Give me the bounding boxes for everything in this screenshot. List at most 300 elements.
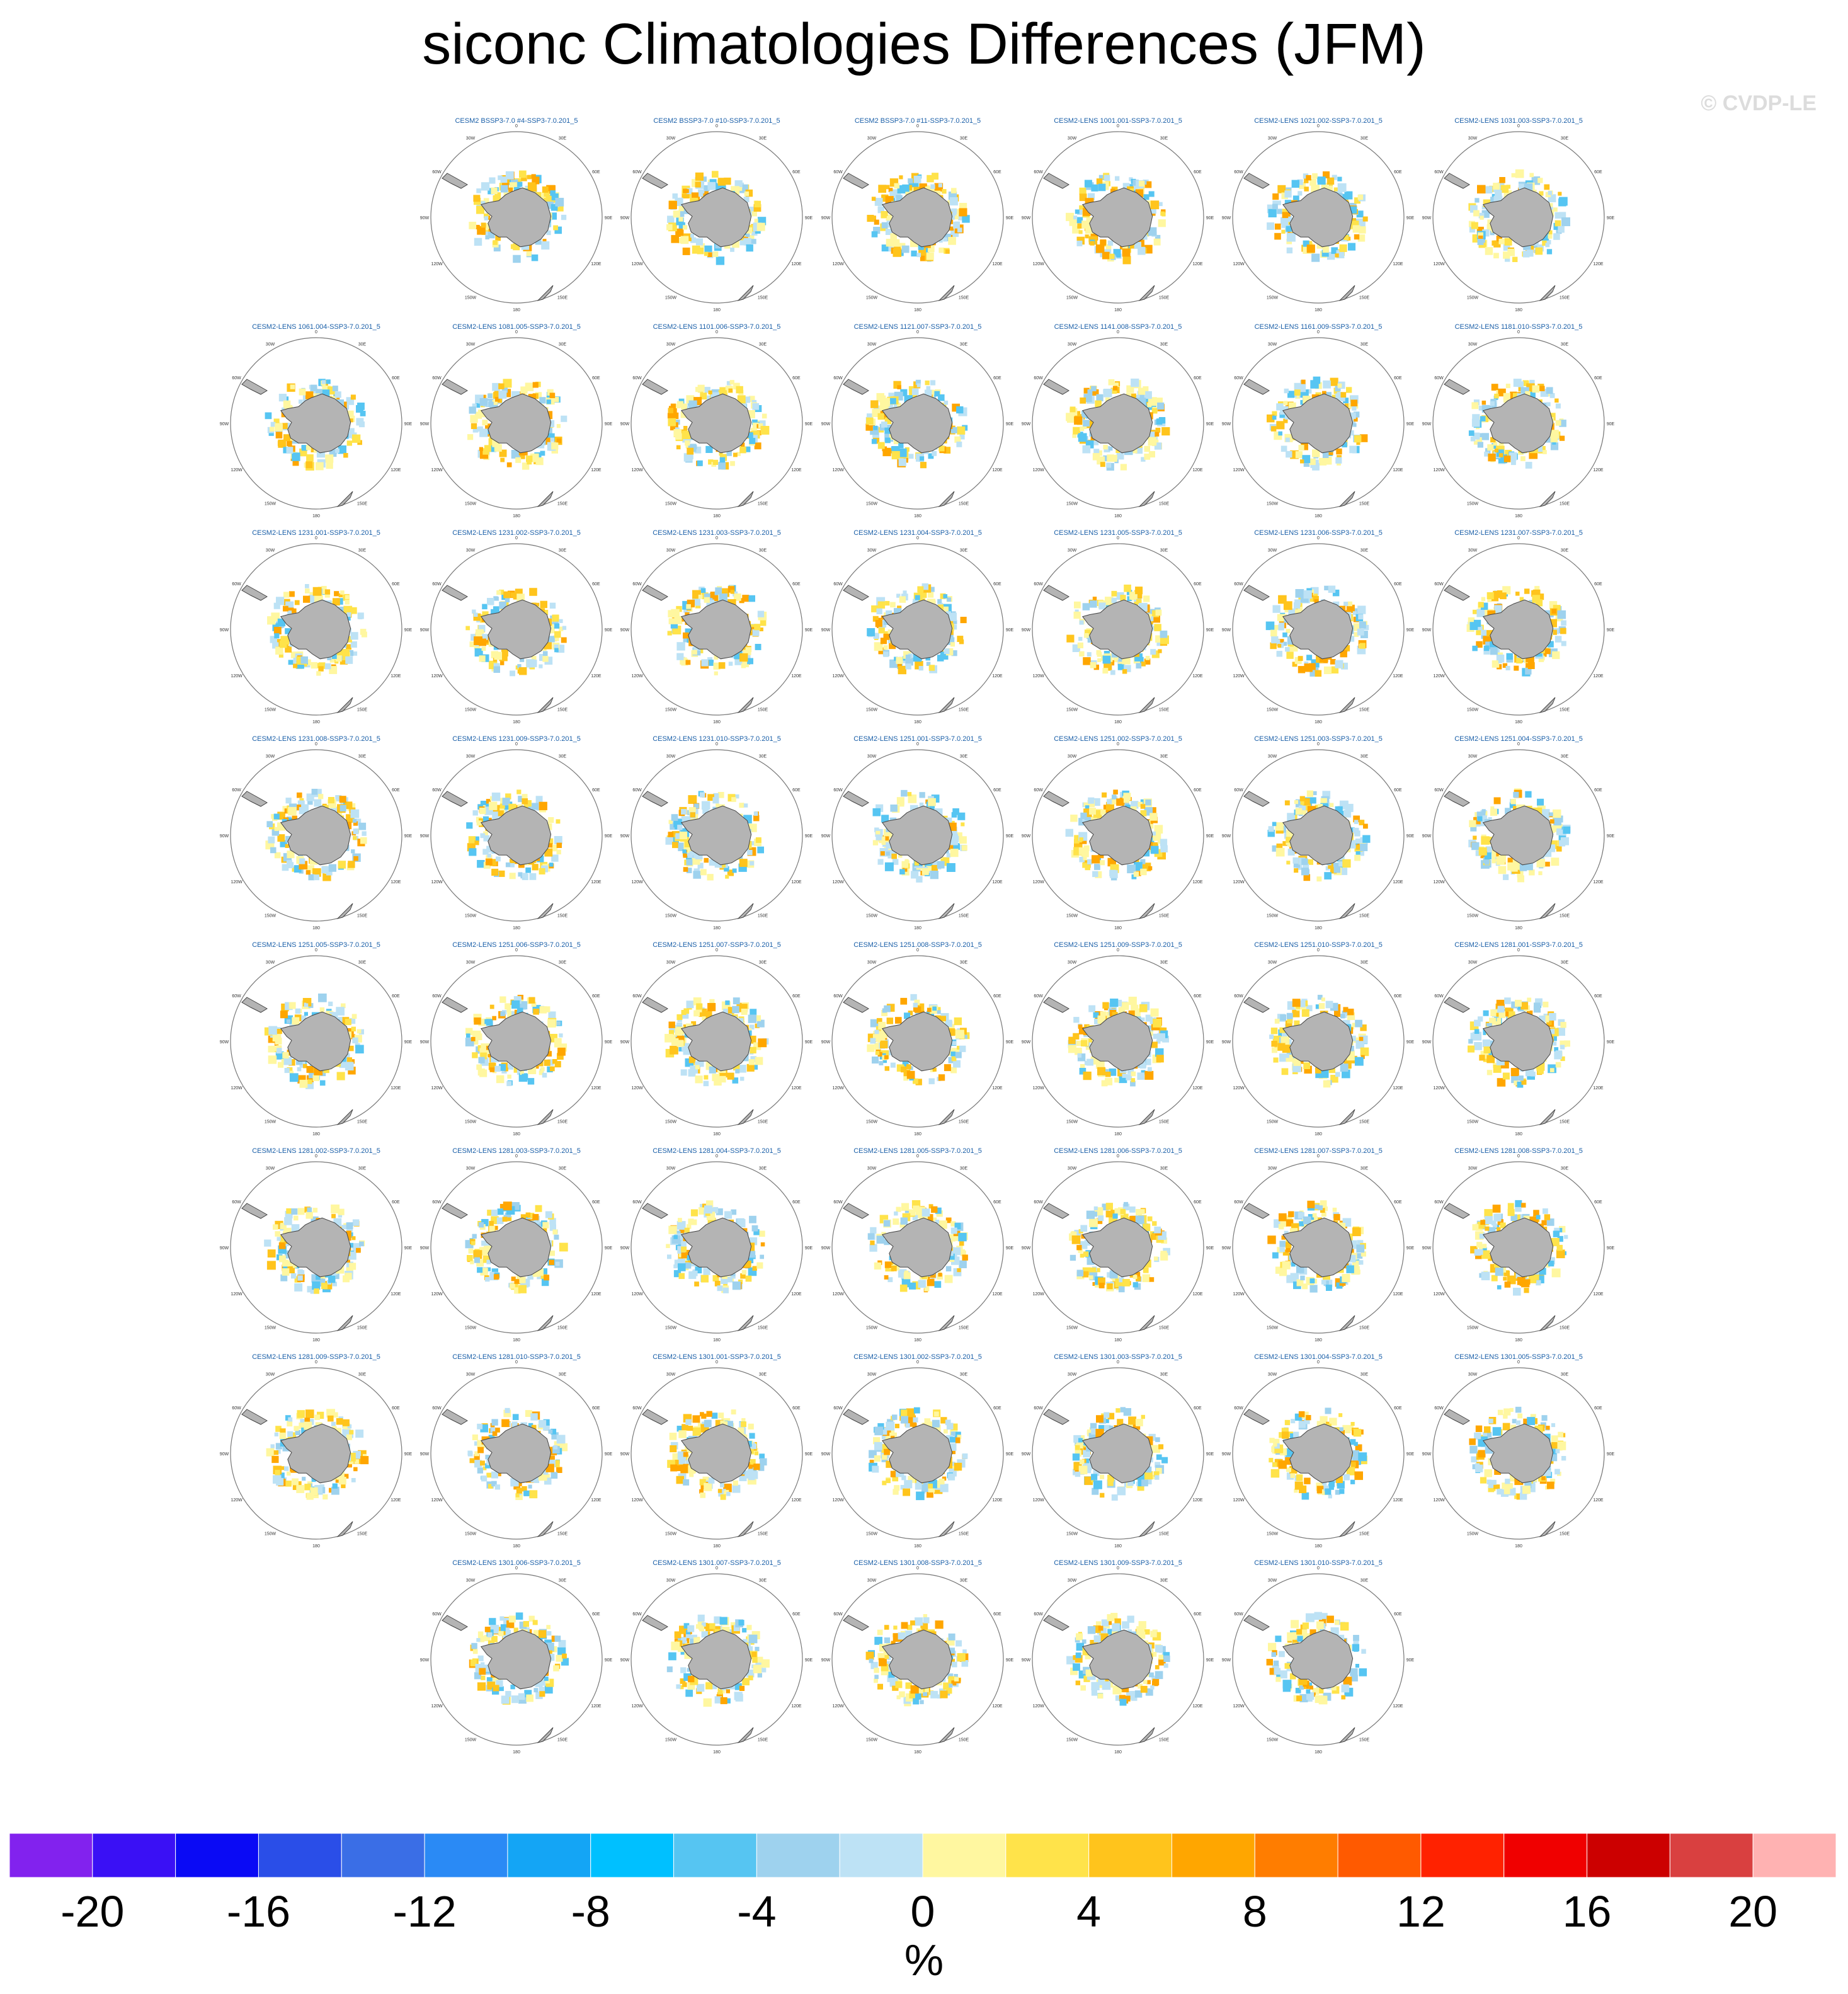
ice-diff-cell <box>898 443 903 448</box>
longitude-label: 30W <box>867 960 877 965</box>
ice-diff-cell <box>753 629 760 636</box>
ice-diff-cell <box>473 810 478 815</box>
ice-diff-cell <box>1115 176 1119 181</box>
ice-diff-cell <box>929 1079 935 1084</box>
longitude-label: 90W <box>1021 834 1031 839</box>
ice-diff-cell <box>673 429 682 437</box>
ice-diff-cell <box>748 1015 756 1023</box>
ice-diff-cell <box>1148 866 1152 870</box>
ice-diff-cell <box>489 1221 494 1226</box>
longitude-label: 30E <box>358 960 367 965</box>
longitude-label: 120W <box>1233 674 1245 679</box>
ice-diff-cell <box>1537 799 1544 806</box>
ice-diff-cell <box>945 249 950 254</box>
longitude-label: 60W <box>432 170 442 175</box>
ice-diff-cell <box>288 660 294 665</box>
ice-diff-cell <box>885 862 894 871</box>
longitude-label: 150W <box>1066 501 1078 507</box>
ice-diff-cell <box>953 1060 961 1068</box>
longitude-label: 180 <box>713 308 721 312</box>
longitude-label: 150E <box>557 708 568 713</box>
ice-diff-cell <box>1106 462 1111 467</box>
ice-diff-cell <box>1476 630 1481 635</box>
map-panel <box>1422 323 1615 519</box>
ice-diff-cell <box>1498 1006 1505 1013</box>
ice-diff-cell <box>959 208 967 216</box>
ice-diff-cell <box>1479 1055 1485 1060</box>
longitude-label: 180 <box>713 1132 721 1137</box>
longitude-label: 90W <box>620 628 630 633</box>
ice-diff-cell <box>901 1067 906 1072</box>
ice-diff-cell <box>1120 595 1126 600</box>
ice-diff-cell <box>283 606 288 612</box>
ice-diff-cell <box>1564 1040 1570 1046</box>
ice-diff-cell <box>559 1033 562 1037</box>
ice-diff-cell <box>1358 195 1364 200</box>
map-panel <box>620 529 813 725</box>
ice-diff-cell <box>1079 651 1084 656</box>
ice-diff-cell <box>300 656 308 664</box>
ice-diff-cell <box>1334 866 1341 873</box>
longitude-label: 30E <box>1560 342 1569 347</box>
ice-diff-cell <box>942 189 946 193</box>
ice-diff-cell <box>313 587 322 596</box>
ice-diff-cell <box>681 1069 687 1075</box>
ice-diff-cell <box>287 1019 290 1023</box>
ice-diff-cell <box>1499 239 1505 244</box>
ice-diff-cell <box>1287 248 1292 253</box>
ice-diff-cell <box>1083 445 1091 454</box>
ice-diff-cell <box>482 420 488 425</box>
ice-diff-cell <box>519 667 527 675</box>
ice-diff-cell <box>1494 394 1499 399</box>
ice-diff-cell <box>712 1074 719 1081</box>
ice-diff-cell <box>1074 612 1081 619</box>
ice-diff-cell <box>1480 416 1486 421</box>
panel-title: CESM2 BSSP3-7.0 #4-SSP3-7.0.201_5 <box>455 117 578 125</box>
ice-diff-cell <box>561 416 567 422</box>
ice-diff-cell <box>927 175 934 183</box>
ice-diff-cell <box>736 386 743 394</box>
ice-diff-cell <box>1528 662 1535 669</box>
ice-diff-cell <box>1335 457 1342 464</box>
ice-diff-cell <box>1362 835 1370 843</box>
longitude-label: 90E <box>1606 628 1615 633</box>
longitude-label: 120E <box>1593 880 1604 885</box>
ice-diff-cell <box>1277 651 1282 656</box>
ice-diff-cell <box>1335 253 1338 257</box>
ice-diff-cell <box>1503 393 1510 400</box>
longitude-label: 60W <box>1234 994 1243 999</box>
longitude-label: 0 <box>1117 948 1119 953</box>
ice-diff-cell <box>701 588 706 593</box>
ice-diff-cell <box>557 1048 566 1056</box>
ice-diff-cell <box>299 389 306 396</box>
ice-diff-cell <box>1524 588 1529 593</box>
longitude-label: 150W <box>1466 708 1479 713</box>
ice-diff-cell <box>950 849 959 857</box>
ice-diff-cell <box>1082 862 1087 868</box>
ice-diff-cell <box>482 646 486 651</box>
ice-diff-cell <box>474 238 482 246</box>
longitude-label: 150W <box>1266 914 1279 919</box>
longitude-label: 90W <box>1422 216 1432 221</box>
ice-diff-cell <box>1482 401 1486 405</box>
longitude-label: 120E <box>992 468 1003 473</box>
ice-diff-cell <box>1276 421 1284 429</box>
ice-diff-cell <box>683 426 687 430</box>
ice-diff-cell <box>920 456 924 461</box>
longitude-label: 120W <box>431 468 443 473</box>
ice-diff-cell <box>884 1055 889 1060</box>
ice-diff-cell <box>351 1027 356 1032</box>
longitude-label: 60W <box>1234 788 1243 793</box>
ice-diff-cell <box>957 427 965 435</box>
ice-diff-cell <box>712 171 719 178</box>
ice-diff-cell <box>754 624 760 630</box>
map-panel <box>821 941 1014 1137</box>
ice-diff-cell <box>1301 380 1306 384</box>
ice-diff-cell <box>479 428 488 437</box>
ice-diff-cell <box>280 1011 288 1018</box>
ice-diff-cell <box>938 248 944 253</box>
ice-diff-cell <box>1546 243 1550 248</box>
longitude-label: 60W <box>1034 994 1043 999</box>
longitude-label: 90W <box>821 1040 831 1045</box>
ice-diff-cell <box>275 827 278 831</box>
ice-diff-cell <box>469 1249 474 1254</box>
longitude-label: 60E <box>1594 788 1602 793</box>
longitude-label: 60E <box>1594 376 1602 381</box>
ice-diff-cell <box>1139 181 1144 186</box>
ice-diff-cell <box>1271 636 1278 643</box>
ice-diff-cell <box>1272 416 1277 420</box>
ice-diff-cell <box>513 255 521 263</box>
ice-diff-cell <box>1480 215 1483 219</box>
ice-diff-cell <box>1154 624 1161 631</box>
longitude-label: 60W <box>1234 170 1243 175</box>
ice-diff-cell <box>1161 427 1170 435</box>
panel-title: CESM2-LENS 1251.010-SSP3-7.0.201_5 <box>1254 941 1383 949</box>
longitude-label: 30W <box>1267 754 1277 759</box>
longitude-label: 90W <box>821 422 831 427</box>
ice-diff-cell <box>676 1014 682 1020</box>
longitude-label: 180 <box>312 1338 320 1343</box>
ice-diff-cell <box>553 226 558 231</box>
ice-diff-cell <box>1324 872 1332 880</box>
ice-diff-cell <box>1121 464 1127 470</box>
ice-diff-cell <box>700 190 704 193</box>
ice-diff-cell <box>1478 239 1484 245</box>
longitude-label: 120E <box>591 262 602 266</box>
ice-diff-cell <box>1091 185 1098 192</box>
ice-diff-cell <box>1146 656 1150 660</box>
ice-diff-cell <box>1550 1068 1554 1072</box>
longitude-label: 30W <box>1067 548 1077 553</box>
ice-diff-cell <box>720 457 726 463</box>
ice-diff-cell <box>704 597 710 603</box>
ice-diff-cell <box>1149 451 1155 457</box>
longitude-label: 30W <box>1468 754 1478 759</box>
longitude-label: 120E <box>1192 262 1203 266</box>
ice-diff-cell <box>1140 869 1146 875</box>
ice-diff-cell <box>466 1033 471 1038</box>
longitude-label: 90E <box>1206 628 1214 633</box>
ice-diff-cell <box>1300 459 1304 463</box>
ice-diff-cell <box>282 1052 288 1058</box>
ice-diff-cell <box>1493 1065 1502 1073</box>
panel-title: CESM2-LENS 1231.003-SSP3-7.0.201_5 <box>653 529 781 537</box>
ice-diff-cell <box>747 1064 755 1072</box>
ice-diff-cell <box>1103 445 1107 449</box>
ice-diff-cell <box>1547 249 1552 254</box>
ice-diff-cell <box>1094 864 1100 870</box>
longitude-label: 0 <box>716 330 718 335</box>
ice-diff-cell <box>1099 602 1106 609</box>
ice-diff-cell <box>1360 1048 1369 1057</box>
ice-diff-cell <box>1272 822 1277 827</box>
ice-diff-cell <box>755 442 761 449</box>
ice-diff-cell <box>930 871 938 879</box>
longitude-label: 120W <box>231 468 242 473</box>
ice-diff-cell <box>528 1078 534 1084</box>
ice-diff-cell <box>876 1051 880 1055</box>
ice-diff-cell <box>507 462 512 467</box>
ice-diff-cell <box>1160 212 1165 216</box>
ice-diff-cell <box>1513 792 1519 798</box>
ice-diff-cell <box>494 1274 499 1280</box>
ice-diff-cell <box>556 198 564 207</box>
ice-diff-cell <box>550 603 556 609</box>
ice-diff-cell <box>1561 621 1566 626</box>
longitude-label: 90W <box>1422 422 1432 427</box>
ice-diff-cell <box>1135 587 1143 594</box>
longitude-label: 180 <box>914 308 921 312</box>
longitude-label: 180 <box>1515 514 1522 519</box>
longitude-label: 150W <box>464 1326 477 1331</box>
ice-diff-cell <box>287 441 292 447</box>
ice-diff-cell <box>880 1041 887 1048</box>
longitude-label: 30W <box>867 754 877 759</box>
ice-diff-cell <box>889 192 894 197</box>
ice-diff-cell <box>1074 602 1081 609</box>
ice-diff-cell <box>474 1258 480 1263</box>
longitude-label: 30W <box>1468 548 1478 553</box>
ice-diff-cell <box>887 1017 893 1024</box>
ice-diff-cell <box>353 651 357 656</box>
ice-diff-cell <box>916 253 921 257</box>
ice-diff-cell <box>687 859 693 866</box>
ice-diff-cell <box>941 1016 947 1021</box>
ice-diff-cell <box>1511 1068 1519 1076</box>
ice-diff-cell <box>683 867 688 872</box>
ice-diff-cell <box>1102 1002 1109 1009</box>
ice-diff-cell <box>552 1059 557 1064</box>
ice-diff-cell <box>872 197 876 201</box>
ice-diff-cell <box>345 600 350 605</box>
longitude-label: 120W <box>1233 1086 1245 1091</box>
ice-diff-cell <box>704 1081 709 1086</box>
chart-title: siconc Climatologies Differences (JFM) <box>422 12 1426 76</box>
ice-diff-cell <box>1285 800 1290 805</box>
ice-diff-cell <box>692 246 700 254</box>
ice-diff-cell <box>1551 857 1559 866</box>
longitude-label: 120E <box>992 262 1003 266</box>
ice-diff-cell <box>1080 427 1084 431</box>
ice-diff-cell <box>472 1234 477 1239</box>
ice-diff-cell <box>1487 444 1493 450</box>
longitude-label: 120W <box>1233 468 1245 473</box>
ice-diff-cell <box>906 655 911 660</box>
longitude-label: 30E <box>758 136 767 141</box>
ice-diff-cell <box>1548 234 1553 239</box>
ice-diff-cell <box>1110 455 1117 462</box>
ice-diff-cell <box>930 380 935 385</box>
ice-diff-cell <box>496 590 501 595</box>
ice-diff-cell <box>725 1000 729 1005</box>
longitude-label: 90E <box>404 628 413 633</box>
ice-diff-cell <box>676 653 683 660</box>
ice-diff-cell <box>944 401 949 405</box>
ice-diff-cell <box>469 406 476 413</box>
longitude-label: 60E <box>392 1200 400 1205</box>
longitude-label: 180 <box>1315 926 1322 931</box>
ice-diff-cell <box>345 1062 354 1071</box>
ice-diff-cell <box>885 438 891 444</box>
ice-diff-cell <box>670 1046 678 1055</box>
ice-diff-cell <box>356 405 363 413</box>
ice-diff-cell <box>1100 462 1105 467</box>
longitude-label: 90E <box>404 1040 413 1045</box>
ice-diff-cell <box>1122 248 1131 256</box>
longitude-label: 150W <box>865 708 878 713</box>
longitude-label: 150W <box>464 295 477 301</box>
ice-diff-cell <box>345 1019 351 1025</box>
longitude-label: 60E <box>592 582 600 587</box>
longitude-label: 90W <box>419 1040 430 1045</box>
ice-diff-cell <box>490 1067 495 1072</box>
ice-diff-cell <box>1529 869 1535 876</box>
longitude-label: 90W <box>1221 216 1231 221</box>
ice-diff-cell <box>1543 1002 1548 1007</box>
ice-diff-cell <box>554 648 559 653</box>
ice-diff-cell <box>1073 1017 1079 1023</box>
ice-diff-cell <box>1281 446 1287 452</box>
ice-diff-cell <box>517 182 522 187</box>
ice-diff-cell <box>1538 871 1542 875</box>
longitude-label: 30E <box>358 548 367 553</box>
longitude-label: 120E <box>391 674 401 679</box>
longitude-label: 30E <box>358 342 367 347</box>
ice-diff-cell <box>731 590 734 593</box>
ice-diff-cell <box>500 458 505 462</box>
ice-diff-cell <box>1121 1007 1125 1012</box>
ice-diff-cell <box>266 821 273 827</box>
ice-diff-cell <box>1294 800 1298 804</box>
longitude-label: 120E <box>992 880 1003 885</box>
panel-title: CESM2-LENS 1231.005-SSP3-7.0.201_5 <box>1054 529 1182 537</box>
ice-diff-cell <box>1560 436 1565 441</box>
ice-diff-cell <box>908 178 913 183</box>
longitude-label: 150W <box>1466 295 1479 301</box>
ice-diff-cell <box>561 215 566 220</box>
ice-diff-cell <box>956 442 962 447</box>
ice-diff-cell <box>709 391 712 394</box>
ice-diff-cell <box>1084 633 1089 638</box>
longitude-label: 30W <box>265 548 275 553</box>
ice-diff-cell <box>704 252 709 256</box>
ice-diff-cell <box>934 391 940 397</box>
ice-diff-cell <box>358 823 366 830</box>
ice-diff-cell <box>1131 379 1139 387</box>
ice-diff-cell <box>536 796 543 803</box>
watermark: © CVDP-LE <box>1701 91 1817 115</box>
ice-diff-cell <box>729 662 733 666</box>
ice-diff-cell <box>1275 224 1281 230</box>
ice-diff-cell <box>510 670 515 676</box>
ice-diff-cell <box>1298 666 1305 673</box>
ice-diff-cell <box>1160 839 1167 846</box>
longitude-label: 150W <box>1066 295 1078 301</box>
ice-diff-cell <box>1488 454 1495 461</box>
map-panel <box>1022 941 1214 1137</box>
ice-diff-cell <box>1474 1029 1480 1034</box>
longitude-label: 60E <box>993 376 1001 381</box>
ice-diff-cell <box>747 850 753 856</box>
ice-diff-cell <box>333 386 338 391</box>
ice-diff-cell <box>749 595 756 602</box>
ice-diff-cell <box>351 810 360 818</box>
ice-diff-cell <box>1083 857 1087 861</box>
longitude-label: 60E <box>792 582 801 587</box>
ice-diff-cell <box>542 1073 547 1078</box>
longitude-label: 90E <box>804 628 813 633</box>
longitude-label: 30E <box>558 754 567 759</box>
ice-diff-cell <box>1471 842 1479 850</box>
ice-diff-cell <box>1097 1067 1105 1075</box>
ice-diff-cell <box>954 1017 962 1025</box>
ice-diff-cell <box>952 812 957 818</box>
map-panel <box>821 323 1014 519</box>
ice-diff-cell <box>356 1248 361 1253</box>
ice-diff-cell <box>1485 860 1489 864</box>
longitude-label: 30W <box>465 1166 476 1171</box>
ice-diff-cell <box>1506 666 1510 670</box>
longitude-label: 90W <box>821 216 831 221</box>
longitude-label: 30W <box>465 548 476 553</box>
ice-diff-cell <box>498 871 505 877</box>
ice-diff-cell <box>481 1241 486 1246</box>
longitude-label: 120W <box>832 674 844 679</box>
ice-diff-cell <box>1471 402 1478 409</box>
longitude-label: 120W <box>431 880 443 885</box>
ice-diff-cell <box>912 389 919 396</box>
longitude-label: 0 <box>716 948 718 953</box>
ice-diff-cell <box>471 1037 476 1041</box>
ice-diff-cell <box>1506 384 1510 388</box>
ice-diff-cell <box>1473 210 1480 217</box>
ice-diff-cell <box>870 400 878 408</box>
longitude-label: 60W <box>632 170 642 175</box>
ice-diff-cell <box>755 1057 763 1065</box>
ice-diff-cell <box>676 642 685 650</box>
ice-diff-cell <box>499 997 506 1003</box>
ice-diff-cell <box>482 604 488 610</box>
ice-diff-cell <box>707 874 714 880</box>
ice-diff-cell <box>313 1208 318 1213</box>
panel-title: CESM2-LENS 1281.002-SSP3-7.0.201_5 <box>252 1147 380 1155</box>
ice-diff-cell <box>1070 406 1076 412</box>
